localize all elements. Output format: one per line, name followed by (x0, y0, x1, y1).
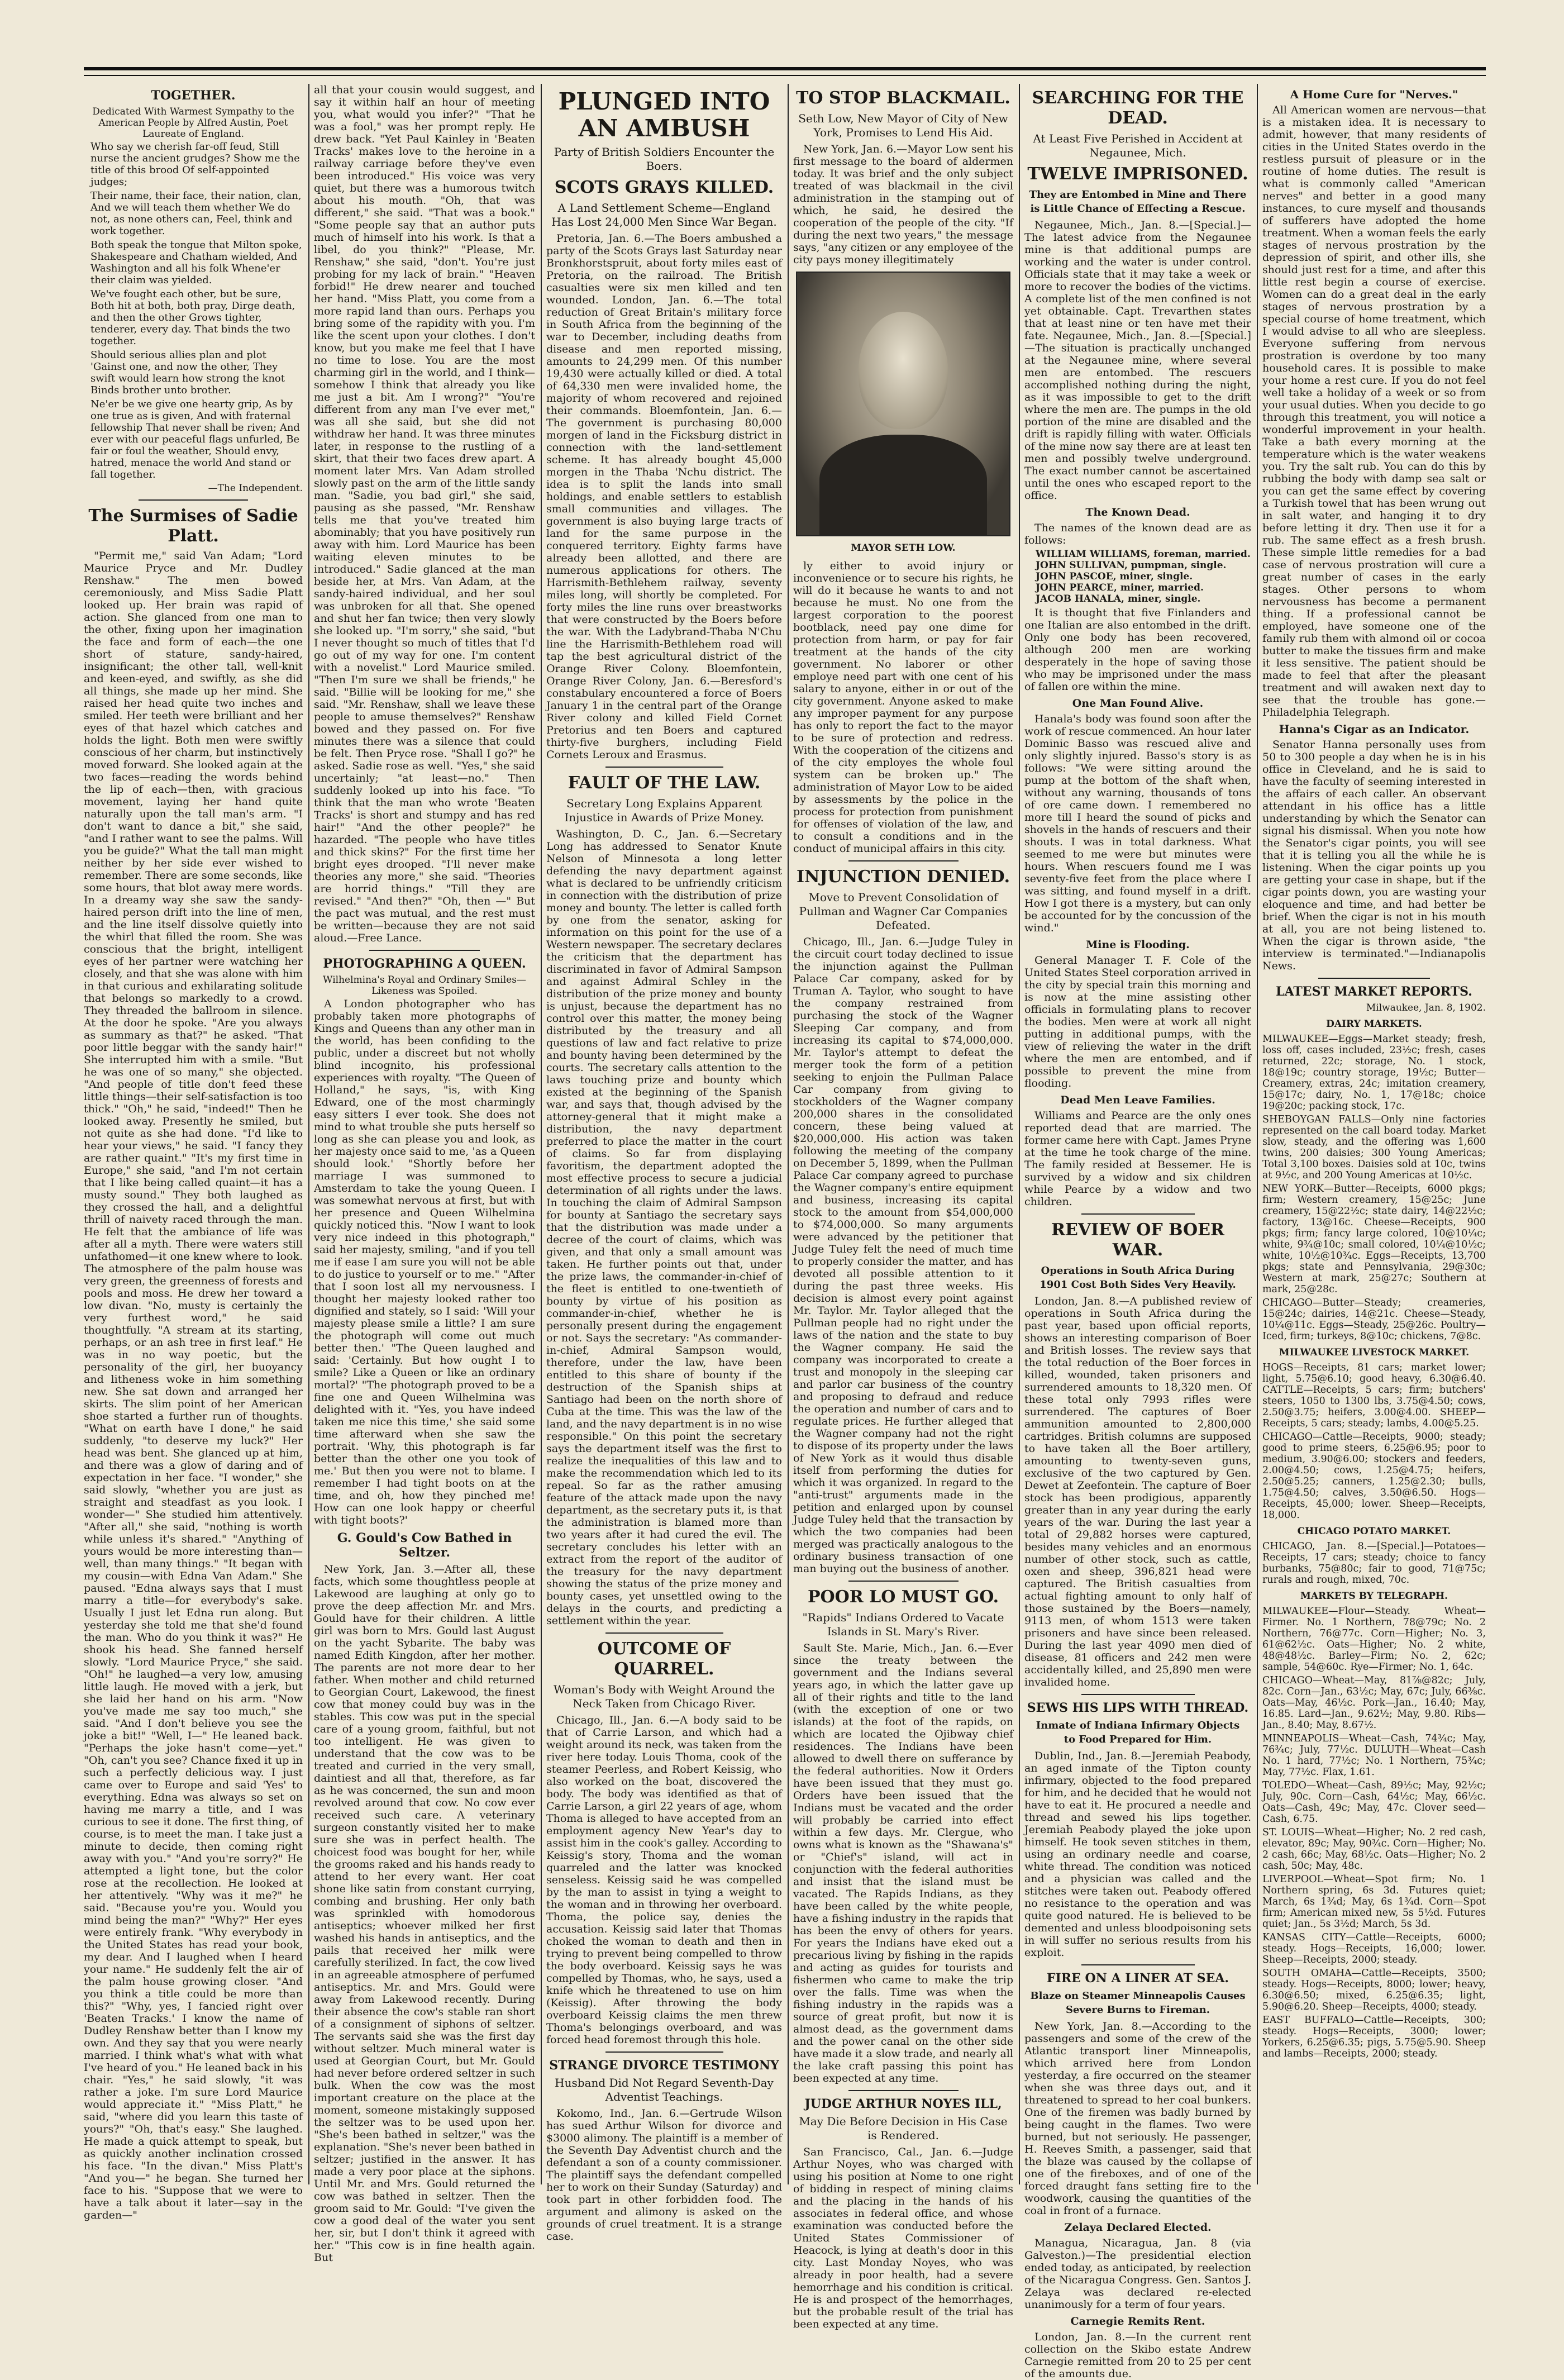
column-1 (84, 84, 303, 2221)
article-text: Washington, D. C., Jan. 6.—Secretary Long has addressed to Senator Knute Nelson of Minnesota a long letter defending the navy department against what is declared to be unfriendly criticism in connection with the distribution of prize money and bounty. The letter is called forth by one from the senator, asking for information on this point for the use of a Western newspaper. The secretary declares the criticism that the department has discriminated in favor of Admiral Sampson and against Admiral Schley in the distribution of the prize money and bounty is unjust, because the department has no control over this matter, the money being distributed by the treasury and all questions of law and fact relative to prize and bounty having been determined by the courts. The secretary calls attention to the laws touching prize and bounty which existed at the beginning of the Spanish war, and says that, though advised by the attorney-general that it might make a distribution, the navy department preferred to place the matter in the court of claims. So far from displaying favoritism, the department adopted the most effective process to secure a judicial determination of all rights under the laws. In touching the claim of Admiral Sampson for bounty at Santiago the secretary says that the distribution was made under a decree of the court of claims, which was given, and that only a small amount was taken. He further points out that, under the prize laws, the commander-in-chief of the fleet is entitled to one-twentieth of bounty by virtue of his position as commander-in-chief, whether he is personally present during the engagement or not. Says the secretary: "As commander-in-chief, Admiral Sampson would, therefore, under the law, have been entitled to this share of bounty if the destruction of the Spanish ships at Santiago had been on the north shore of Cuba at the time. This was the law of the land, and the navy department is in no wise responsible." On this point the secretary says the department itself was the first to realize the inequalities of this law and to make the recommendation which led to its repeal. So far as the rather amusing feature of the attack made upon the navy department, as the secretary puts it, is that the administration is blamed more than two years after it had cured the evil. The secretary concludes his letter with an extract from the report of the auditor of the treasury for the navy department showing the status of the prize money and bounty cases, yet unsettled owing to the delays in the courts, and predicting a settlement within the year. (546, 828, 782, 1627)
poem-credit: —The Independent. (208, 483, 303, 494)
headline: SCOTS GRAYS KILLED. (554, 178, 774, 197)
poem-body (84, 141, 303, 480)
story-continuation: all that your cousin would suggest, and say it within half an hour of meeting you, what would you infer?" "That he was a fool," was her prompt reply. He drew back. "Yet Paul Kainley in 'Beaten Tracks' makes love to the heroine in a railway carriage before they've even been introduced." His voice was very quiet, but there was a humorous twitch about his mouth. "Oh, that was different," she said. "That was a book." "Some people say that an author puts much of himself into his work. Is that a libel, do you think?" "Please, Mr. Renshaw," she said, "don't. You're just probing for my lack of brain." "Heaven forbid!" He drew nearer and touched her hand. "Miss Platt, you come from a more rapid land than ours. Perhaps you bring some of the rapidity with you. I'm like the scent upon your clothes. I don't know, but you make me feel that I have no time to lose. You are the most charming girl in the world, and I think—somehow I think that already you like me just a bit. Am I wrong?" "You're different from any man I've ever met," was all she said, but she did not withdraw her hand. It was three minutes later, in response to the rustling of a skirt, that their two faces drew apart. A moment later Mrs. Van Adam strolled slowly past on the arm of the little sandy man. "Sadie, you bad girl," she said, pausing as she passed, "Mr. Renshaw tells me that you've treated him abominably; that you have positively run away with him. Lord Maurice has been waiting eleven minutes to be introduced." Sadie glanced at the man beside her, at Mrs. Van Adam, at the sandy-haired individual, and her soul was unbroken for all that. She opened and shut her fan twice; then very slowly she looked up. "I'm sorry," she said, "but I never thought so much of titles that I'd go out of my way for one. I'm content with a novelist." Lord Maurice smiled. "Then I'm sure we shall be friends," he said. "Billie will be looking for me," she said. "Mr. Renshaw, shall we leave these people to amuse themselves?" Renshaw bowed and they passed on. For five minutes there was a silence that could be felt. Then Pryce rose. "Shall I go?" he asked. Sadie rose as well. "Yes," she said uncertainly; "at least—no." Then suddenly looked up into his face. "To think that the man who wrote 'Beaten Tracks' is short and stumpy and has red hair!" "And the other people?" he hazarded. "The people who have titles and thick skins?" For the first time her bright eyes drooped. "I'll never make theories any more," she said. "Theories are horrid things." "Till they are revised." "And then?" "Oh, then —" But the pact was mutual, and the rest must be written—because they are not said aloud.—Free Lance. (314, 84, 535, 944)
article-text: Senator Hanna personally uses from 50 to 300 people a day when he is in his office in Cleveland, and he is said to have the faculty of seeming interested in the affairs of each caller. An observant attendant in his office has a little understanding by which the Senator can signal his dismissal. When you note how the Senator's cigar points, you will see that it is telling you all the while he is listening. When the cigar points up you are getting your case in shape, but if the cigar points down, you are wasting your eloquence and time, and had better be brief. When the cigar is not in his mouth at all, you are not being listened to. When the cigar is thrown aside, "the interview is terminated."—Indianapolis News. (1262, 739, 1486, 972)
dead-list-item: JOHN PEARCE, miner, married. (1036, 582, 1204, 593)
headline: SEARCHING FOR THE DEAD. (1032, 88, 1244, 128)
article-text: Hanala's body was found soon after the work of rescue commenced. An hour later Dominic Basso was rescued alive and only slightly injured. Basso's story is as follows: "We were sitting around the pump at the bottom of the shaft when, without any warning, thousands of tons of ore came down. I remembered no more till I heard the sound of picks and shovels in the hands of rescuers and their shouts. I was in total darkness. What seemed to me were but minutes were hours. When rescuers found me I was seventy-five feet from the place where I was sitting, and found myself in a drift. How I got there is a mystery, but can only be accounted for by the concussion of the wind." (1024, 713, 1251, 934)
subhead: The Known Dead. (1085, 506, 1190, 518)
headline: PLUNGED INTO AN AMBUSH (558, 88, 770, 142)
poem-stanza: Should serious allies plan and plot 'Gainst one, and now the other, They swift would learn how strong the knot Binds brother unto brother. (90, 349, 285, 396)
market-entry: EAST BUFFALO—Cattle—Receipts, 300; steady. Hogs—Receipts, 3000; lower; Yorkers, 6.25@6.35; pigs, 5.75@5.90. Sheep and lambs—Receipts, 2000; steady. (1262, 2015, 1486, 2059)
market-entry: CHICAGO—Butter—Steady; creameries, 15@24c; dairies, 14@21c. Cheese—Steady, 10¼@11c. Eggs—Steady, 25@26c. Poultry—Iced, firm; turkeys, 8@10c; chickens, 7@8c. (1262, 1297, 1486, 1342)
headline: POOR LO MUST GO. (807, 1587, 999, 1607)
headline: INJUNCTION DENIED. (796, 867, 1010, 887)
article-title: PHOTOGRAPHING A QUEEN. (323, 956, 526, 971)
market-entry: MILWAUKEE—Flour—Steady. Wheat—Firmer. No. 1 Northern, 78@79c; No. 2 Northern, 76@77c. Corn—Higher; No. 3, 61@62½c. Oats—Higher; No. 2 white, 48@48½c. Barley—Firm; No. 2, 62c; sample, 54@60c. Rye—Firmer; No. 1, 64c. (1262, 1606, 1486, 1673)
headline-deck: Party of British Soldiers Encounter the Boers. (554, 145, 775, 173)
market-section-title: CHICAGO POTATO MARKET. (1297, 1526, 1451, 1537)
headline: OUTCOME OF QUARREL. (597, 1639, 731, 1679)
headline: FAULT OF THE LAW. (568, 773, 761, 793)
article-text: London, Jan. 8.—In the current rent collection on the Skibo estate Andrew Carnegie remitted from 20 to 25 per cent of the amounts due. (1024, 2331, 1251, 2380)
article-text: Chicago, Ill., Jan. 6.—A body said to be that of Carrie Larson, and which had a weight around its neck, was taken from the river here today. Louis Thoma, cook of the steamer Peerless, and Robert Keissig, who also worked on the boat, discovered the body. The body was identified as that of Carrie Larson, a girl 22 years of age, whom Thoma is alleged to have accepted from an employment agency New Year's day to assist him in the cook's galley. According to Keissig's story, Thoma and the woman quarreled and the latter was knocked senseless. Keissig said he was compelled by the man to assist in tying a weight to the woman and in throwing her overboard. Thoma, the police say, denies the accusation. Keissig said later that Thomas choked the woman to death and then in trying to prevent being compelled to throw the body overboard. Keissig says he was compelled by Thomas, who, he says, used a knife which he threatened to use on him (Keissig). After throwing the body overboard Keissig claims the men threw Thoma's belongings overboard, and was forced head foremost through this hole. (546, 1714, 782, 2046)
subhead: One Man Found Alive. (1072, 697, 1204, 710)
headline: SEWS HIS LIPS WITH THREAD. (1027, 1701, 1249, 1715)
market-entry: MILWAUKEE—Eggs—Market steady; fresh, loss off, cases included, 23½c; fresh, cases returned, 22c; storage, No. 1 stock, 18@19c; country storage, 19½c; Butter—Creamery, extras, 24c; imitation creamery, 15@17c; dairy, No. 1, 17@18c; choice 19@20c; packing stock, 17c. (1262, 1034, 1486, 1112)
headline: STRANGE DIVORCE TESTIMONY (549, 2058, 779, 2073)
market-entry: CHICAGO—Wheat—May, 81⅞@82c; July, 82c. Corn—Jan., 63½c; May, 67c; July, 66⅜c. Oats—May, 46½c. Pork—Jan., 16.40; May, 16.85. Lard—Jan., 9.62½; May, 9.80. Ribs—Jan., 8.40; May, 8.67½. (1262, 1675, 1486, 1731)
headline-deck: Husband Did Not Regard Seventh-Day Adventist Teachings. (555, 2076, 774, 2103)
column-3 (546, 84, 782, 2243)
separator (1081, 1694, 1195, 1695)
dead-list-item: WILLIAM WILLIAMS, foreman, married. (1036, 549, 1251, 560)
portrait-face (859, 312, 948, 429)
article-text: New York, Jan. 3.—After all, these facts, which some thoughtless people at Lakewood are laughing at only go to prove the deep affection Mr. and Mrs. Gould have for their children. A little girl was born to Mrs. Gould last August on the yacht Sybarite. The baby was named Edith Kingdon, after her mother. The parents are not more dear to her father. When mother and child returned to Georgian Court, Lakewood, the finest cow that money could buy was in the stables. This cow was put in the special care of a young groom, faithful, but not too intelligent. He was given to understand that the cow was to be treated and curried in the very small, daintiest and all that, therefore, as far as he was concerned, the sun and moon revolved around that cow. No cow ever received such care. A veterinary surgeon constantly visited her to make sure she was in perfect health. The choicest food was bought for her, while the grooms raked and his hands ready to attend to her every want. Her coat shone like satin from constant currying, combing and brushing. Her only bath was sprinkled with homodorous antiseptics; whoever milked her first washed his hands in antiseptics, and the pails that received her milk were carefully sterilized. In fact, the cow lived in an agreeable atmosphere of perfumed antiseptics. Mr. and Mrs. Gould were away from Lakewood recently. During their absence the cow's stable ran short of a consignment of siphons of seltzer. The servants said she was the first day without seltzer. Much mineral water is used at Georgian Court, but Mr. Gould had never before ordered seltzer in such bulk. When the cow was the most important creature on the place at the moment, someone mistakingly supposed the seltzer was to be used upon her. "She's been bathed in seltzer," was the explanation. "She's never been bathed in seltzer; justified in the answer. It has made a very poor place at the siphons. Until Mr. and Mrs. Gould returned the cow was bathed in seltzer. Then the groom said to Mr. Gould: "I've given the cow a good deal of the water you sent her, sir, but I don't think it agreed with her." "This cow is in fine health again. But (314, 1563, 535, 2264)
subhead: Dead Men Leave Families. (1060, 1094, 1215, 1106)
article-text: A London photographer who has probably taken more photographs of Kings and Queens than any other man in the world, has been confiding to the public, under a discreet but not wholly blind incognito, his professional experiences with royalty. "The Queen of Holland," he says, "is, with King Edward, one of the most charmingly easy sitters I ever took. She does not mind to what trouble she puts herself so long as she can please you and look, as her majesty once said to me, 'as a Queen should look.' "Shortly before her marriage I was summoned to Amsterdam to take the young Queen. I was somewhat nervous at first, but with her presence and Queen Wilhelmina quickly noticed this. "Now I want to look very nice indeed in this photograph," said her majesty, smiling, "and if you tell me if ease I am sure you will not be able to do justice to yourself or to me." "After that I soon lost all my nervousness. I thought her majesty looked rather too dignified and stately, so I said: 'Will your majesty please smile a little? I am sure the photograph will come out much better then.' "The Queen laughed and said: 'Certainly. But how ought I to smile? Like a Queen or like an ordinary mortal?' "The photograph proved to be a fine one and Queen Wilhelmina was delighted with it. "Yes, you have indeed taken me nice this time,' she said some time afterward when she saw the portrait. 'Why, this photograph is far better than the other one you took of me.' But then you were not to blame. I remember I had tight boots on at the time, and oh, how they pinched me! How can one look happy or cheerful with tight boots?' (314, 998, 535, 1526)
headline-deck: Woman's Body with Weight Around the Neck Taken from Chicago River. (553, 1683, 775, 1710)
article-text: Kokomo, Ind., Jan. 6.—Gertrude Wilson has sued Arthur Wilson for divorce and $3000 alimony. The plaintiff is a member of the Seventh Day Adventist church and the defendant a son of a county commissioner. The plaintiff says the defendant compelled her to work on their Sunday (Saturday) and took part in other forbidden food. The argument and alimony is asked on the grounds of cruel treatment. It is a strange case. (546, 2107, 782, 2243)
article-text: Sault Ste. Marie, Mich., Jan. 6.—Ever since the treaty between the government and the Indians several years ago, in which the latter gave up all of their rights and title to the land (with the exception of one or two islands) at the foot of the rapids, on which are located the Ojibway chief residences. The Indians have been allowed to dwell there on sufferance by the federal authorities. Now it Orders have been issued that they must go. Orders have been issued that the Indians must be vacated and the order will probably be carried into effect within a few days. Mr. Clergue, who owns what is known as the "Shawana's" or "Chief's" island, will act in conjunction with the federal authorities and insist that the island must be vacated. The Rapids Indians, as they have been called by the white people, have a fishing industry in the rapids that has been the envy of others for years. For years the Indians have eked out a precarious living by fishing in the rapids and acting as guides for tourists and fishermen who came to make the trip over the falls. Time was when the fishing industry in the rapids was a source of great profit, but now it is almost dead, as the government dams and the power canal on the other side have made it a slow trade, and nearly all the lake craft passing this point has been expected at any time. (793, 1642, 1013, 2084)
subhead: Mine is Flooding. (1086, 939, 1190, 951)
market-section-title: DAIRY MARKETS. (1326, 1018, 1422, 1030)
dead-list-item: JACOB HANALA, miner, single. (1036, 593, 1201, 604)
separator (139, 499, 248, 501)
market-headline: LATEST MARKET REPORTS. (1276, 984, 1472, 999)
separator (369, 950, 480, 951)
headline-deck: "Rapids" Indians Ordered to Vacate Islands in St. Mary's River. (802, 1611, 1004, 1638)
poem-title: TOGETHER. (151, 88, 236, 103)
market-dateline: Milwaukee, Jan. 8, 1902. (1366, 1002, 1486, 1013)
dead-list (1036, 549, 1251, 604)
column-6 (1262, 84, 1486, 2184)
poem-stanza: Ne'er be we give one hearty grip, As by one true as is given, And with fraternal fellowship That never shall be riven; And ever with our peaceful flags unfurled, Be fair or foul the weather, Should envy, hatred, menace the world And stand or fall together. (90, 398, 300, 480)
article-text: Dublin, Ind., Jan. 8.—Jeremiah Peabody, an aged inmate of the Tipton county infirmary, objected to the food prepared for him, and he decided that he would not have to eat it. He procured a needle and thread and sewed his lips together. Jeremiah Peabody played the joke upon himself. He took seven stitches in them, using an ordinary needle and coarse, white thread. The condition was noticed and a physician was called and the stitches were taken out. Peabody offered no resistance to the operation and was quite good natured. He is believed to be demented and unless bloodpoisoning sets in will suffer no serious results from his exploit. (1024, 1750, 1251, 1959)
headline: TO STOP BLACKMAIL. (796, 88, 1010, 108)
article-text: The names of the known dead are as follows: (1024, 522, 1251, 546)
article-text: It is thought that five Finlanders and one Italian are also entombed in the drift. Only one body has been recovered, although 200 men are working desperately in the hope of saving those who may be imprisoned under the mass of fallen ore within the mine. (1024, 607, 1251, 693)
poem-stanza: Who say we cherish far-off feud, Still nurse the ancient grudges? Show me the title of this brood Of self-appointed judges; (90, 141, 300, 188)
poem-subtitle: Dedicated With Warmest Sympathy to the American People by Alfred Austin, Poet Laureate of England. (92, 106, 294, 140)
headline-deck: Operations in South Africa During 1901 Cost Both Sides Very Heavily. (1040, 1265, 1236, 1291)
masthead-rule (84, 67, 1486, 70)
separator (605, 2051, 723, 2053)
column-rule (788, 84, 789, 2184)
separator (605, 767, 723, 768)
masthead-rule-thin (84, 75, 1486, 76)
separator (1318, 978, 1430, 979)
separator (848, 2090, 959, 2091)
column-rule (1257, 84, 1258, 2184)
market-section-title: MARKETS BY TELEGRAPH. (1300, 1591, 1448, 1602)
market-entry: SHEBOYGAN FALLS—Only nine factories represented on the call board today. Market slow, steady, and the offering was 1,600 twins, 200 daisies; 300 Young Americas; Total 3,100 boxes. Daisies sold at 10c, twins at 9½c, and 200 Young Americas at 10½c. (1262, 1114, 1486, 1181)
article-text: ly either to avoid injury or inconvenience or to secure his rights, he will do it because he wants to and not because he must. No one from the largest corporation to the poorest bootblack, need pay one dime for protection from harm, or pay for fair treatment at the hands of the city government. No laborer or other employe need part with one cent of his salary to anyone, either in or out of the city government. Anyone asked to make any improper payment for any purpose has only to report the fact to the mayor to be sure of protection and redress. With the cooperation of the citizens and of the city employes the whole foul system can be broken up." The administration of Mayor Low to be aided by assessments by the police in the process for protection from punishment for offenses of violation of the law, and to consult a conditions and in the conduct of municipal affairs in this city. (793, 560, 1013, 855)
headline: REVIEW OF BOER WAR. (1051, 1220, 1224, 1260)
poem-stanza: Their name, their face, their nation, clan, And we will teach them whether We do not, as none others can, Feel, think and work together. (90, 190, 302, 237)
article-text: All American women are nervous—that is a mistaken idea. It is necessary to admit, however, that many residents of cities in the United States overdo in the restless pursuit of pleasure or in the routine of home duties. The result is what is commonly called "American nerves" and better in a good many instances, to cure myself and thousands of sufferers have adopted the home treatment. When a woman feels the early stages of nervous prostration by the depression of spirit, and other ills, she should just rest for a time, and after this little rest begin a course of exercise. Women can do a great deal in the early stages of nervous prostration by a special course of home treatment, which I would advise to all who are sleepless. Everyone suffering from nervous prostration is overdone by too many household cares. It is possible to make your home a rest cure. If you do not feel well take a holiday of a week or so from your usual duties. When you decide to go through this treatment, you will notice a wonderful improvement in your health. Take a bath every morning at the temperature which is the water weakens you. Try the salt rub. You can do this by rubbing the body with damp sea salt or you can get the same effect by covering a Turkish towel that has been wrung out in salt water, and hanging it to dry before letting it dry. Then use it for a rub. The same effect as a fresh brush. These simple little remedies for a bad case of nervous prostration will cure a great number of cases in the early stages. Other persons to whom nervousness has become a permanent thing. If a professional cannot be employed, have someone one of the family rub them with almond oil or cocoa butter to make the tissues firm and make it less sensitive. The patient should be made to feel that after the pleasant treatment and will awaken next day to see that the trouble has gone.—Philadelphia Telegraph. (1262, 104, 1486, 718)
column-5 (1024, 84, 1251, 2380)
article-text: New York, Jan. 8.—According to the passengers and some of the crew of the Atlantic transport liner Minneapolis, which arrived here from London yesterday, a fire occurred on the steamer when she was three days out, and it threatened to spread to her coal bunkers. One of the firemen was badly burned by being caught in the flames. Two were burned, but not seriously. He passenger, H. Reeves Smith, a passenger, said that the blaze was caused by the collapse of one of the fireboxes, and of one of the forced draught fans setting fire to the woodwork, causing the quantities of the coal in front of a furnace. (1024, 2020, 1251, 2217)
article-text: Pretoria, Jan. 6.—The Boers ambushed a party of the Scots Grays last Saturday near Bronkhorstspruit, about forty miles east of Pretoria, on the railroad. The British casualties were six men killed and ten wounded. London, Jan. 6.—The total reduction of Great Britain's military force in South Africa from the beginning of the war to December, including deaths from disease and men reported missing, amounts to 24,299 men. Of this number 19,430 were actually killed or died. A total of 64,330 men were invalided home, the majority of whom recovered and rejoined their commands. Bloemfontein, Jan. 6.—The government is purchasing 80,000 morgen of land in the Ficksburg district in connection with the land-settlement scheme. It has already bought 45,000 morgen in the Thaba 'Nchu district. The idea is to split the lands into small holdings, and enable settlers to establish small communities and villages. The government is also buying large tracts of land for the same purpose in the conquered territory. Eighty farms have already been allotted, and there are numerous applications for others. The Harrismith-Bethlehem railway, seventy miles long, will shortly be completed. For forty miles the line runs over breastworks that were constructed by the Boers before the war. With the Ladybrand-Thaba N'Chu line the Harrismith-Bethlehem road will tap the best agricultural district of the Orange River Colony. Bloemfontein, Orange River Colony, Jan. 6.—Beresford's constabulary encountered a force of Boers January 1 in the central part of the Orange River colony and killed Field Cornet Pretorius and ten Boers and captured thirty-five burghers, including Field Cornets Leroux and Erasmus. (546, 232, 782, 761)
article-text: Negaunee, Mich., Jan. 8.—[Special.]—The latest advice from the Negaunee mine is that additional pumps are working and the water is under control. Officials state that it may take a week or more to recover the bodies of the victims. A complete list of the men confined is not yet obtainable. Capt. Trevarthen states that at least nine or ten have met their fate. Negaunee, Mich., Jan. 8.—[Special.]—The situation is practically unchanged at the Negaunee mine, where several men are entombed. The rescuers accomplished nothing during the night, as it was impossible to get to the drift where the men are. The pumps in the old portion of the mine are disabled and the drift is rapidly filling with water. Officials of the mine now say there are at least ten men and possibly twelve underground. The exact number cannot be ascertained until the ones who escaped report to the office. (1024, 219, 1251, 502)
article-text: Managua, Nicaragua, Jan. 8 (via Galveston.)—The presidential election ended today, as anticipated, by reelection of the Nicaragua Congress. Gen. Santos J. Zelaya was declared re-elected unanimously for a term of four years. (1024, 2237, 1251, 2311)
market-entry: SOUTH OMAHA—Cattle—Receipts, 3500; steady. Hogs—Receipts, 8000; lower; heavy, 6.30@6.50; mixed, 6.25@6.35; light, 5.90@6.20. Sheep—Receipts, 4000; steady. (1262, 1968, 1486, 2012)
market-entry: CHICAGO—Cattle—Receipts, 9000; steady; good to prime steers, 6.25@6.95; poor to medium, 3.90@6.00; stockers and feeders, 2.00@4.50; cows, 1.25@4.75; heifers, 2.50@5.25; canners, 1.25@2.30; bulls, 1.75@4.50; calves, 3.50@6.50. Hogs—Receipts, 45,000; lower. Sheep—Receipts, 18,000. (1262, 1431, 1486, 1521)
subhead: Zelaya Declared Elected. (1064, 2221, 1212, 2234)
column-rule (1019, 84, 1020, 2184)
mayor-portrait (796, 272, 1010, 536)
headline-deck: At Least Five Perished in Accident at Negaunee, Mich. (1033, 132, 1243, 159)
headline-deck: May Die Before Decision in His Case is Rendered. (799, 2115, 1008, 2142)
column-4 (793, 84, 1013, 2330)
market-entry: KANSAS CITY—Cattle—Receipts, 6000; steady. Hogs—Receipts, 16,000; lower. Sheep—Receipts, 2000; steady. (1262, 1932, 1486, 1965)
headline: TWELVE IMPRISONED. (1027, 164, 1248, 184)
headline: FIRE ON A LINER AT SEA. (1046, 1971, 1229, 1986)
market-entry: CHICAGO, Jan. 8.—[Special.]—Potatoes—Receipts, 17 cars; steady; choice to fancy burbanks, 75@80c; fair to good, 71@75c; rurals and rough, mixed, 70c. (1262, 1541, 1486, 1586)
article-text: New York, Jan. 6.—Mayor Low sent his first message to the board of aldermen today. It was brief and the only subject treated of was blackmail in the civil administration in the stamping out of which, he said, he desired the cooperation of the people of the city. "If during the next two years," the message says, "any citizen or any employee of the city pays money illegitimately (793, 143, 1013, 266)
separator (605, 1632, 723, 1634)
subhead: Carnegie Remits Rent. (1070, 2315, 1205, 2327)
headline-deck: Move to Prevent Consolidation of Pullman and Wagner Car Companies Defeated. (799, 891, 1008, 932)
article-subtitle: Wilhelmina's Royal and Ordinary Smiles—Likeness was Spoiled. (323, 974, 526, 997)
article-text: Chicago, Ill., Jan. 6.—Judge Tuley in the circuit court today declined to issue the injunction against the Pullman Palace Car company, asked for by Truman A. Taylor, who sought to have the company restrained from purchasing the stock of the Wagner Sleeping Car company, and from increasing its capital to $74,000,000. Mr. Taylor's attempt to defeat the merger took the form of a petition seeking to enjoin the Pullman Palace Car company from giving to stockholders of the Wagner company 200,000 shares in the consolidated concern, these being valued at $20,000,000. His action was taken following the meeting of the company on December 5, 1899, when the Pullman Palace Car company agreed to purchase the Wagner company's entire equipment and business, increasing its capital stock to the amount from $54,000,000 to $74,000,000. So many arguments were advanced by the petitioner that Judge Tuley felt the need of much time to properly consider the matter, and has devoted all possible attention to it during the past three weeks. His decision is almost every point against Mr. Taylor. Mr. Taylor alleged that the Pullman people had no right under the laws of the nation and the state to buy the Wagner company. He said the company was incorporated to create a trust and monopoly in the sleeping car and parlor car business of the country and proposing to defraud and reduce the operation and number of cars and to regulate prices. He further alleged that the Wagner company had not the right to dispose of its property under the laws of New York as it would thus disable itself from performing the duties for which it was organized. In regard to the "anti-trust" arguments made in the petition and enlarged upon by counsel Judge Tuley held that the transaction by which the two companies had been merged was practically analogous to the ordinary business transaction of one man buying out the business of another. (793, 936, 1013, 1575)
market-entry: TOLEDO—Wheat—Cash, 89½c; May, 92½c; July, 90c. Corn—Cash, 64½c; May, 66½c. Oats—Cash, 49c; May, 47c. Clover seed—Cash, 6.75. (1262, 1780, 1486, 1825)
story-title: The Surmises of Sadie Platt. (88, 506, 298, 546)
headline-deck: Seth Low, New Mayor of City of New York, Promises to Lend His Aid. (798, 112, 1008, 139)
story-text: "Permit me," said Van Adam; "Lord Maurice Pryce and Mr. Dudley Renshaw." The men bowed ceremoniously, and Miss Sadie Platt looked up. Her brain was rapid of action. She glanced from one man to the other, fixing upon her imagination the face and form of each—the one short of stature, sandy-haired, insignificant; the other tall, well-knit and keen-eyed, and swiftly, as she did all things, she made up her mind. She raised her head quite two inches and smiled. Her teeth were brilliant and her eyes of that hazel which catches and holds the light. Both men were swiftly conscious of her charm, but instinctively moved forward. She looked again at the two faces—reading the words behind the lip of each—then, with gracious movement, laying her hand quite naturally upon the tall man's arm. "I don't want to dance a bit," she said, "and I rather want to see the palms. Will you be guide?" What the tall man might neither by her side ever wished to remember. There are some seconds, like some hours, that blot away mere words. In a dreamy way she saw the sandy-haired person drift into the line of men, and the line itself dissolve quietly into the whirl that filled the room. She was conscious that the bright, intelligent eyes of her partner were watching her closely, and that she was alone with him in that curious and exhilarating solitude that belongs so markedly to a crowd. They threaded the ballroom in silence. At the door he spoke. "Are you always as summary as that?" he asked. "That poor little beggar with the sandy hair!" She interrupted him with a smile. "But he was one of so many," she objected. "And people of title don't feed these little things—their self-satisfaction is too thick." "Oh," he said, "indeed!" Then he looked away. Presently he smiled, but not quite as she had done. "I'd like to hear your views," he said. "I fancy they are rather quaint." "It's my first time in Europe," she said, "and I'm not certain that I like being called quaint—it has a musty sound." They both laughed as they crossed the hall, and a delightful thrill of naivety raced through the man. He felt that the ambiance of life was after all a myth. There were waters still unfathomed—it one knew where to look. The atmosphere of the palm house was very green, the greenness of forests and pools and moss. He drew her toward a low divan. "No, musty is certainly the very furthest word," he said thoughtfully. "A stream at its starting, perhaps, or an ash tree in first leaf." He was in no way poetic, but the personality of the girl, her buoyancy and litheness woke in him something new. She sat down and arranged her skirts. The slim point of her American shoe started a further run of thoughts. "What on earth have I done," he said suddenly, "to deserve my luck?" Her head was bent. She glanced up at him, and there was a glow of daring and of expectation in her face. "I wonder," she said slowly, "whether you are just as straight and steadfast as you look. I wonder—" She studied him attentively. "After all," she said, "nothing is worth while unless it's shared." "Anything of yours would be more interesting than—well, than many things." "It began with my cousin—with Edna Van Adam." She paused. "Edna always says that I must marry a title—for everybody's sake. Usually I just let Edna run along. But yesterday she told me that she'd found the man. Who do you think it was?" He shook his head. She fanned herself slowly. "Lord Maurice Pryce," she said. "Oh!" he laughed—a very low, amusing little laugh. He moved with a jerk, but she laid her hand on his arm. "Now you've made me say too much," she said. "And I don't believe you see the joke a bit!" "Well, I—" He leaned back. "Perhaps the joke hasn't come—yet." "Oh, can't you see? Chance fixed it up in such a perfectly delicious way. I just came over to Europe and said 'Yes' to everything. Edna was always so set on having me marry a title, and I was curious to see it done. The first thing, of course, is to meet the man. I take just a minute to decide, then coming right away with you." "And you're sorry?" He attempted a light tone, but the color rose at the recollection. He looked at her attentively. "Why was it me?" he said. "Because you're you. Would you mind being the man?" "Why?" Her eyes were entirely frank. "Why everybody in the United States has read your book, my dear. And I laughed when I heard your name." He suddenly felt the air of the palm house growing closer. "And you think a title could be more than this?" "Why, yes, I fancied right over 'Beaten Tracks.' I know the name of Dudley Renshaw better than I know my own. And they say that you were nearly married. I think what's what with what I've heard of you." He leaned back in his chair. "Yes," he said slowly, "it was rather a joke. I'm sure Lord Maurice would appreciate it." "Miss Platt," he said, "where did you learn this taste of yours?" "Oh, that's easy." She laughed. He made a quick attempt to speak, but as quickly another inclination crossed his face. "In the divan." Miss Platt's "And you—" he began. She turned her face to his. "Suppose that we were to have a talk about it later—say in the garden—" (84, 550, 303, 2221)
headline: A Home Cure for "Nerves." (1290, 88, 1458, 101)
headline-deck: Secretary Long Explains Apparent Injustice in Awards of Prize Money. (564, 797, 764, 824)
market-reports (1262, 1018, 1486, 2059)
headline-deck: They are Entombed in Mine and There is Little Chance of Effecting a Rescue. (1029, 189, 1247, 215)
poem-stanza: Both speak the tongue that Milton spoke, Shakespeare and Chatham wielded, And Washington and all his folk Whene'er their claim was yielded. (90, 239, 302, 286)
headline-deck: Inmate of Indiana Infirmary Objects to Food Prepared for Him. (1036, 1720, 1240, 1745)
market-entry: ST. LOUIS—Wheat—Higher; No. 2 red cash, elevator, 89c; May, 90¾c. Corn—Higher; No. 2 cash, 66c; May, 68½c. Oats—Higher; No. 2 cash, 50c; May, 48c. (1262, 1827, 1486, 1872)
headline-deck: Blaze on Steamer Minneapolis Causes Severe Burns to Fireman. (1030, 1990, 1246, 2016)
column-rule (308, 84, 309, 2184)
market-entry: LIVERPOOL—Wheat—Spot firm; No. 1 Northern spring, 6s 3d. Futures quiet; March, 6s 1¾d; May, 6s 1¾d. Corn—Spot firm; American mixed new, 5s 5½d. Futures quiet; Jan., 5s 3½d; March, 5s 3d. (1262, 1874, 1486, 1930)
article-title: G. Gould's Cow Bathed in Seltzer. (337, 1531, 512, 1560)
market-entry: MINNEAPOLIS—Wheat—Cash, 74¾c; May, 76¾c; July, 77½c. DULUTH—Wheat—Cash No. 1 hard, 77½c; No. 1 Northern, 75¾c; May, 77½c. Flax, 1.61. (1262, 1733, 1486, 1778)
market-entry: HOGS—Receipts, 81 cars; market lower; light, 5.75@6.10; good heavy, 6.30@6.40. CATTLE—Receipts, 5 cars; firm; butchers' steers, 1050 to 1300 lbs, 3.75@4.50; cows, 2.50@3.75; heifers, 3.00@4.00. SHEEP—Receipts, 5 cars; steady; lambs, 4.00@5.25. (1262, 1362, 1486, 1429)
article-text: San Francisco, Cal., Jan. 6.—Judge Arthur Noyes, who was charged with using his position at Nome to one right of bidding in respect of mining claims and the placing in the hands of his associates in federal office, and whose examination was conducted before the United States Commissioner of Heacock, is lying at death's door in this city. Last Monday Noyes, who was already in poor health, had a severe hemorrhage and his condition is critical. He is and prospect of the hemorrhages, but the probable result of the trial has been expected at any time. (793, 2146, 1013, 2330)
poem-stanza: We've fought each other, but be sure, Both hit at both, both pray, Dirge death, and then the other Grows tighter, tenderer, every day. That binds the two together. (90, 288, 295, 347)
portrait-caption: MAYOR SETH LOW. (851, 542, 956, 554)
article-text: General Manager T. F. Cole of the United States Steel corporation arrived in the city by special train this morning and is now at the mine assisting other officials in formulating plans to recover the bodies. Men were at work all night putting in additional pumps, with the view of relieving the water in the drift where the men are entombed, and if possible to prevent the mine from flooding. (1024, 954, 1251, 1089)
dead-list-item: JOHN PASCOE, miner, single. (1036, 571, 1193, 582)
dead-list-item: JOHN SULLIVAN, pumpman, single. (1036, 560, 1227, 571)
separator (1081, 1964, 1195, 1965)
portrait-coat (819, 435, 987, 535)
article-text: London, Jan. 8.—A published review of operations in South Africa during the past year, based upon official reports, shows an interesting comparison of Boer and British losses. The review says that the total reduction of the Boer forces in killed, wounded, taken prisoners and surrendered amounts to 18,320 men. Of these total only 7993 rifles were surrendered. The captures of Boer ammunition amounted to 2,800,000 cartridges. British columns are supposed to have taken all the Boer artillery, amounting to twenty-seven guns, exclusive of the two captured by Gen. Dewet at Zeefontein. The capture of Boer stock has been prodigious, apparently greater than in any year during the early years of the war. During the last year a total of 29,882 horses were captured, besides many vehicles and an enormous number of other stock, such as cattle, oxen and sheep, 396,821 head were captured. The British casualties from actual fighting amount to only half of those sustained by the Boers—namely, 9113 men, of whom 1513 were taken prisoners and have since been released. During the last year 4090 men died of disease, 81 officers and 242 men were accidentally killed, and 25,890 men were invalided home. (1024, 1295, 1251, 1688)
article-text: Williams and Pearce are the only ones reported dead that are married. The former came here with Capt. James Pryne at the time he took charge of the mine. The family resided at Bessemer. He is survived by a widow and six children while Pearce by a widow and two children. (1024, 1110, 1251, 1208)
column-rule (541, 84, 542, 2184)
column-2 (314, 84, 535, 2264)
headline-deck: A Land Settlement Scheme—England Has Lost 24,000 Men Since War Began. (551, 201, 777, 229)
headline: JUDGE ARTHUR NOYES ILL, (804, 2097, 1002, 2111)
separator (848, 1581, 959, 1582)
separator (848, 860, 959, 861)
market-entry: NEW YORK—Butter—Receipts, 6000 pkgs; firm; Western creamery, 15@25c; June creamery, 15@22½c; state dairy, 14@22½c; factory, 13@16c. Cheese—Receipts, 900 pkgs; firm; fancy large colored, 10@10¼c; white, 9¾@10c; small colored, 10¼@10½c; white, 10½@10¾c. Eggs—Receipts, 13,700 pkgs; state and Pennsylvania, 29@30c; Western at mark, 25@27c; Southern at mark, 25@28c. (1262, 1183, 1486, 1295)
separator (1081, 1213, 1195, 1215)
market-section-title: MILWAUKEE LIVESTOCK MARKET. (1279, 1347, 1470, 1358)
headline: Hanna's Cigar as an Indicator. (1279, 722, 1470, 736)
